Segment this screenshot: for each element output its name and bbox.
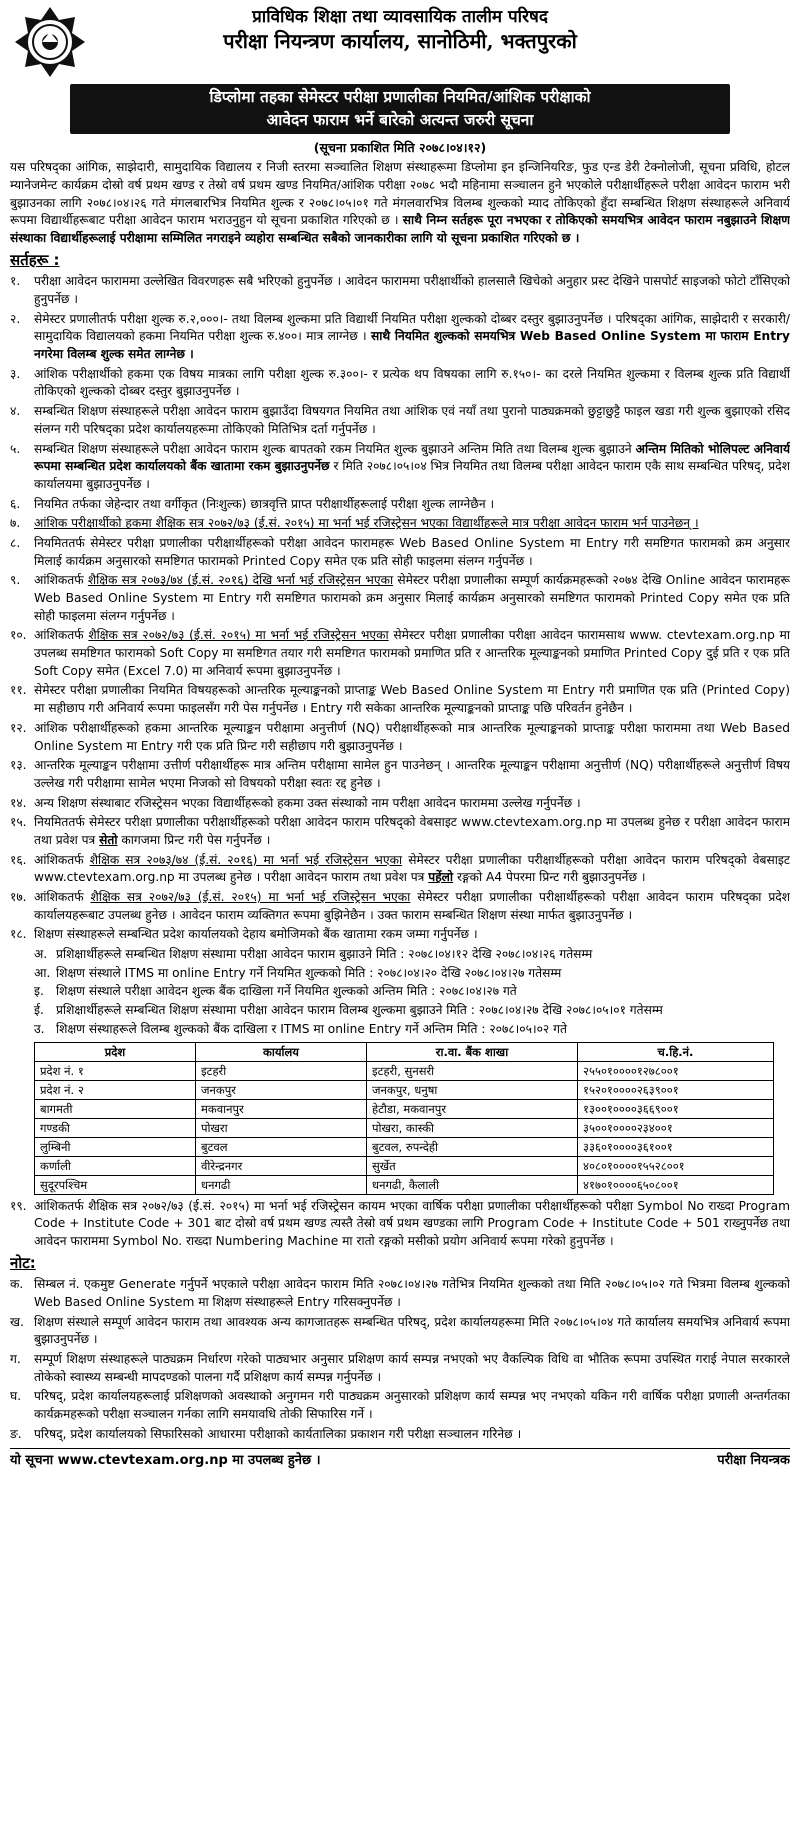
condition-text-part: नियमिततर्फ सेमेस्टर परीक्षा प्रणालीका परीक्षार्थीहरूको परीक्षा आवेदन फाराम परिषद्को वेबसाइट www.ctevtexam.org.np मा उपलब्ध हुनेछ र परीक्षा आवेदन फाराम तथा प्रवेश पत्र <box>34 815 790 847</box>
intro-bold-text: साथै निम्न सर्तहरू पूरा नभएका र तोकिएको समयभित्र आवेदन फाराम नबुझाउने शिक्षण संस्थाका विद्यार्थीहरूलाई परीक्षामा सम्मिलित नगराइने व्यहोरा सम्बन्धित सबैको जानकारीका लागि यो सूचना प्रकाशित गरिएको छ । <box>10 213 790 245</box>
condition-text-part: सेमेस्टर परीक्षा प्रणालीका परीक्षार्थीहरूको परीक्षा आवेदन फाराम परिषद्का प्रदेश कार्यालयहरूबाट उपलब्ध हुनेछ । आवेदन फाराम व्यक्तिगत रूपमा बुझिनेछैन । उक्त फाराम सम्बन्धित शिक्षण संस्था मार्फत बुझाउनुपर्नेछ । <box>34 890 790 922</box>
condition-text-part: आंशिकतर्फ <box>34 890 84 904</box>
deadline-item <box>34 1021 790 1039</box>
condition-text-part: सेमेस्टर परीक्षा प्रणालीका सम्पूर्ण कार्यक्रमहरूको २०७४ देखि Online आवेदन फारामहरू Web Based Online System मा Entry गरी समष्टिगत फारामको क्रम अनुसार मिलाई कार्यक्रम अनुसारको समष्टिगत फारामको Printed Copy समेत एक प्रति सोही फाइलमा संलग्न गर्नुपर्नेछ । <box>34 573 790 623</box>
condition-item <box>10 441 790 494</box>
deadline-text: प्रशिक्षार्थीहरूले सम्बन्धित शिक्षण संस्थामा परीक्षा आवेदन फाराम बुझाउने मिति : २०७८।०४।१२ देखि २०७८।०४।२६ गतेसम्म <box>56 947 593 962</box>
condition-number: १९. <box>10 1198 27 1213</box>
ctevt-logo-icon <box>14 6 86 78</box>
deadline-item <box>34 946 790 964</box>
deadline-item <box>34 983 790 1001</box>
condition-item <box>10 889 790 924</box>
table-row <box>35 1118 774 1137</box>
table-cell: ३५००१००००२३४००१ <box>578 1118 774 1137</box>
table-cell: प्रदेश नं. १ <box>35 1061 196 1080</box>
note-text: परिषद्, प्रदेश कार्यालयहरूलाई प्रशिक्षणको अवस्थाको अनुगमन गरी पाठ्यक्रम अनुसारको प्रशिक्षण कार्य सम्पन्न भए नभएको यकिन गरी वार्षिक परीक्षा प्रणाली अन्तर्गतका कार्यक्रमहरूको परीक्षा सञ्चालन गर्नका लागि समयावधि तोकी सिफारिस गर्ने । <box>34 1389 790 1422</box>
table-header-row <box>35 1042 774 1061</box>
note-label: ङ. <box>10 1426 22 1441</box>
condition-text-part: सेमेस्टर परीक्षा प्रणालीका परीक्षार्थीहरूको परीक्षा आवेदन फाराम परिषद्को वेबसाइट www.ctevtexam.org.np मा उपलब्ध हुनेछ । परीक्षा आवेदन फाराम तथा प्रवेश पत्र <box>34 852 790 885</box>
condition-underlined-part: शैक्षिक सत्र २०७३/७४ (ई.सं. २०१६) देखि भर्ना भई रजिस्ट्रेसन भएका <box>87 573 394 588</box>
condition-text: आंशिकतर्फ शैक्षिक सत्र २०७२/७३ (ई.सं. २०१५) मा भर्ना भई रजिस्ट्रेसन कायम भएका वार्षिक परीक्षा प्रणालीका परीक्षार्थीहरूको परीक्षा Symbol No राख्दा Program Code + Institute Code + 301 बाट दोस्रो वर्ष प्रथम खण्ड त्यस्तै तेस्रो वर्ष प्रथम खण्डका लागि Program Code + Institute Code + 501 राख्नुपर्नेछ तथा आवेदन फाराममा Symbol No. राख्दा Numbering Machine मा रातो रङ्गको मसीको प्रयोग अनिवार्य रूपमा गरेको हुनुपर्नेछ । <box>34 1198 790 1248</box>
condition-number: १३. <box>10 758 27 773</box>
deadline-label: इ. <box>34 984 44 999</box>
column-header: कार्यालय <box>196 1042 367 1061</box>
condition-item <box>10 273 790 308</box>
table-cell: १५२०१००००२६३९००१ <box>578 1080 774 1099</box>
table-row <box>35 1137 774 1156</box>
condition-bold-part: साथै नियमित शुल्कको समयभित्र Web Based Online System मा फाराम Entry नगरेमा विलम्ब शुल्क समेत लाग्नेछ । <box>34 329 790 362</box>
notice-title-banner <box>70 84 730 134</box>
note-item <box>10 1276 790 1311</box>
notice-footer <box>10 1448 790 1471</box>
table-row <box>35 1080 774 1099</box>
deadline-label: उ. <box>34 1021 45 1036</box>
table-cell: हेटौडा, मकवानपुर <box>367 1099 578 1118</box>
condition-item <box>10 627 790 680</box>
deadline-label: ई. <box>34 1003 44 1018</box>
table-cell: वीरेन्द्रनगर <box>196 1156 367 1175</box>
condition-text: परीक्षा आवेदन फाराममा उल्लेखित विवरणहरू सबै भरिएको हुनुपर्नेछ । आवेदन फाराममा परीक्षार्थीको हालसालै खिचेको अनुहार प्रस्ट देखिने पासपोर्ट साइजको फोटो टाँसिएको हुनुपर्नेछ । <box>34 274 790 306</box>
condition-number: ७. <box>10 516 21 531</box>
condition-item <box>10 814 790 849</box>
condition-number: ४. <box>10 404 21 419</box>
condition-bold-part: अन्तिम मितिको भोलिपल्ट अनिवार्य रूपमा सम्बन्धित प्रदेश कार्यालयको बैंक खातामा रकम बुझाउनुपर्नेछ <box>34 441 790 474</box>
condition-text-part: र मिति २०७८।०५।०४ भित्र नियमित तथा विलम्ब परीक्षा आवेदन फाराम एकै साथ सम्बन्धित परिषद्, प्रदेश कार्यालयमा बुझाउनुपर्नेछ । <box>34 459 790 491</box>
org-name: प्राविधिक शिक्षा तथा व्यावसायिक तालीम परिषद <box>252 7 548 27</box>
deadline-text: शिक्षण संस्थाले ITMS मा online Entry गर्ने नियमित शुल्कको मिति : २०७८।०४।२० देखि २०७८।०४।२७ गतेसम्म <box>56 965 562 980</box>
table-cell: जनकपुर <box>196 1080 367 1099</box>
condition-item <box>10 535 790 570</box>
table-row <box>35 1061 774 1080</box>
condition-text <box>34 572 790 625</box>
table-cell: कर्णाली <box>35 1156 196 1175</box>
notice-page <box>10 6 790 1809</box>
condition-number: ३. <box>10 366 21 381</box>
intro-paragraph <box>10 159 790 247</box>
condition-text <box>34 889 790 924</box>
condition-text-part: रङ्गको A4 पेपरमा प्रिन्ट गरी बुझाउनुपर्नेछ । <box>456 870 646 885</box>
table-cell: ४०८०१००००१५५२८००१ <box>578 1156 774 1175</box>
condition-item <box>10 572 790 625</box>
condition-text-part: आंशिकतर्फ <box>34 628 84 643</box>
condition-text: सेमेस्टर परीक्षा प्रणालीका नियमित विषयहरूको आन्तरिक मूल्याङ्कनको प्राप्ताङ्क Web Based Online System मा Entry गरी प्रमाणित एक प्रति (Printed Copy) मा सहीछाप गरी अनिवार्य रूपमा फाइलसँग गरी पेस गर्नुपर्नेछ । Entry गरी सकेका आन्तरिक मूल्याङ्कनको प्राप्ताङ्क पछि परिवर्तन हुनेछैन । <box>34 683 790 716</box>
column-header: प्रदेश <box>35 1042 196 1061</box>
deadline-item <box>34 1002 790 1020</box>
condition-number: ५. <box>10 441 21 456</box>
table-cell: धनगढी, कैलाली <box>367 1175 578 1194</box>
condition-text <box>34 627 790 680</box>
table-cell: बुटवल, रुपन्देही <box>367 1137 578 1156</box>
note-label: ग. <box>10 1352 21 1367</box>
note-item <box>10 1314 790 1349</box>
note-item <box>10 1351 790 1386</box>
note-text: सिम्बल नं. एकमुष्ट Generate गर्नुपर्ने भएकाले परीक्षा आवेदन फाराम मिति २०७८।०४।२७ गतेभित्र नियमित शुल्कको तथा मिति २०७८।०५।०२ गते भित्रमा विलम्ब शुल्कको Web Based Online System मा शिक्षण संस्थाहरूले Entry गरिसक्नुपर्नेछ । <box>34 1277 790 1309</box>
condition-text: शिक्षण संस्थाहरूले सम्बन्धित प्रदेश कार्यालयको देहाय बमोजिमको बैंक खातामा रकम जम्मा गर्नुपर्नेछ । <box>34 927 478 942</box>
note-label: ख. <box>10 1314 24 1329</box>
condition-item <box>10 403 790 438</box>
table-cell: बागमती <box>35 1099 196 1118</box>
condition-item <box>10 926 790 944</box>
table-cell: ३३६०१००००३६१००१ <box>578 1137 774 1156</box>
condition-underlined-part: शैक्षिक सत्र २०७२/७३ (ई.सं. २०१५) मा भर्ना भई रजिस्ट्रेसन भएका <box>90 890 411 904</box>
publish-date: (सूचना प्रकाशित मिति २०७८।०४।१२) <box>313 140 487 155</box>
table-cell: गण्डकी <box>35 1118 196 1137</box>
table-cell: धनगढी <box>196 1175 367 1194</box>
table-cell: पोखरा, कास्की <box>367 1118 578 1137</box>
note-text: शिक्षण संस्थाले सम्पूर्ण आवेदन फाराम तथा आवश्यक अन्य कागजातहरू सम्बन्धित परिषद्, प्रदेश कार्यालयहरूमा मिति २०७८।०५।०४ गते कार्यालय समयभित्र अनिवार्य रूपमा बुझाउनुपर्नेछ । <box>34 1314 790 1347</box>
condition-text-part: सेमेस्टर प्रणालीतर्फ परीक्षा शुल्क रु.२,०००।- तथा विलम्ब शुल्कमा प्रति विद्यार्थी नियमित परीक्षा शुल्कको दोब्बर दस्तुर बुझाउनुपर्नेछ । परिषद्का आंगिक, साझेदारी र सरकारी/सामुदायिक विद्यालयको हकमा नियमित परीक्षा शुल्क रु.४००। मात्र लाग्नेछ । <box>34 311 790 344</box>
condition-text: अन्य शिक्षण संस्थाबाट रजिस्ट्रेसन भएका विद्यार्थीहरूको हकमा उक्त संस्थाको नाम परीक्षा आवेदन फाराममा उल्लेख गर्नुपर्नेछ । <box>34 795 581 810</box>
condition-number: ८. <box>10 535 21 550</box>
bank-account-table <box>34 1042 774 1195</box>
condition-underlined-part: आंशिक परीक्षार्थीको हकमा शैक्षिक सत्र २०७२/७३ (ई.सं. २०१५) मा भर्ना भई रजिस्ट्रेसन भएका विद्यार्थीहरूले मात्र परीक्षा आवेदन फाराम भर्न पाउनेछन् । <box>34 516 699 531</box>
condition-item <box>10 366 790 401</box>
table-cell: बुटवल <box>196 1137 367 1156</box>
office-name: परीक्षा नियन्त्रण कार्यालय, सानोठिमी, भक्तपुरको <box>223 29 577 53</box>
condition-underlined-part: शैक्षिक सत्र २०७२/७३ (ई.सं. २०१५) मा भर्ना भई रजिस्ट्रेसन भएका <box>88 628 389 643</box>
table-cell: सुर्खेत <box>367 1156 578 1175</box>
condition-item <box>10 682 790 717</box>
signatory: परीक्षा नियन्त्रक <box>717 1452 790 1468</box>
condition-text-part: आंशिकतर्फ <box>34 573 84 588</box>
condition-text-part: कागजमा प्रिन्ट गरी पेस गर्नुपर्नेछ । <box>121 832 271 847</box>
table-cell: जनकपुर, धनुषा <box>367 1080 578 1099</box>
deadline-list <box>10 946 790 1038</box>
note-text: सम्पूर्ण शिक्षण संस्थाहरूले पाठ्यक्रम निर्धारण गरेको पाठ्यभार अनुसार प्रशिक्षण कार्य सम्पन्न नभएको भए वैकल्पिक विधि वा भौतिक रूपमा उपस्थित गराई नेपाल सरकारले तोकेको स्वास्थ्य सम्बन्धी मापदण्डको पालना गर्दै प्रशिक्षण कार्य सम्पन्न गर्नुपर्नेछ । <box>34 1352 790 1384</box>
condition-item <box>10 757 790 792</box>
deadline-text: शिक्षण संस्थाहरूले विलम्ब शुल्कको बैंक दाखिला र ITMS मा online Entry गर्ने अन्तिम मिति : २०७८।०५।०२ गते <box>56 1021 567 1036</box>
condition-number: १७. <box>10 890 27 904</box>
condition-text <box>34 515 790 533</box>
notice-header <box>10 6 790 84</box>
condition-bold-part: सेतो <box>99 832 118 847</box>
column-header: च.हि.नं. <box>578 1042 774 1061</box>
table-cell: प्रदेश नं. २ <box>35 1080 196 1099</box>
condition-item <box>10 795 790 813</box>
condition-text-part: सम्बन्धित शिक्षण संस्थाहरूले परीक्षा आवेदन फाराम शुल्क बापतको रकम नियमित शुल्क बुझाउने अन्तिम मिति तथा विलम्ब शुल्क बुझाउने <box>34 441 632 456</box>
deadline-item <box>34 965 790 983</box>
condition-number: ९. <box>10 573 21 588</box>
condition-bold-part: पहेंलो <box>428 870 454 885</box>
condition-item <box>10 311 790 364</box>
website-note: यो सूचना www.ctevtexam.org.np मा उपलब्ध हुनेछ । <box>10 1452 321 1468</box>
condition-item <box>10 515 790 533</box>
condition-number: १०. <box>10 628 27 643</box>
condition-number: १२. <box>10 720 27 735</box>
condition-number: १. <box>10 274 21 289</box>
condition-item <box>10 496 790 514</box>
table-cell: इटहरी <box>196 1061 367 1080</box>
note-label: क. <box>10 1277 24 1292</box>
intro-text: यस परिषद्का आंगिक, साझेदारी, सामुदायिक विद्यालय र निजी स्तरमा सञ्चालित शिक्षण संस्थाहरूमा डिप्लोमा इन इन्जिनियरिङ, फुड एन्ड डेरी टेक्नोलोजी, सूचना प्रविधि, होटल म्यानेजमेन्ट कार्यक्रम दोस्रो वर्ष प्रथम खण्ड र तेस्रो वर्ष प्रथम खण्ड नियमित/आंशिक परीक्षा २०७८ भदौ महिनामा सञ्चालन हुने भएकोले परीक्षार्थीहरूले परीक्षा आवेदन फाराम भरी बुझाउनका लागि २०७८।०४।२६ गते मंगलबारभित्र नियमित शुल्क र २०७८।०५।०१ गते मंगलवारभित्र विलम्ब शुल्कको म्याद तोकिएको हुँदा सम्बन्धित शिक्षण संस्थाहरूले अनिवार्य रूपमा विद्यार्थीहरूबाट परीक्षा आवेदन फाराम भराउनुहुन यो सूचना प्रकाशित गरिएको छ । <box>10 160 790 228</box>
table-row <box>35 1175 774 1194</box>
table-row <box>35 1099 774 1118</box>
condition-item <box>10 1198 790 1251</box>
table-cell: इटहरी, सुनसरी <box>367 1061 578 1080</box>
table-cell: ४१७०१००००६५०८००१ <box>578 1175 774 1194</box>
condition-item <box>10 720 790 755</box>
condition-text-part: आंशिकतर्फ <box>34 852 84 867</box>
condition-text <box>34 441 790 494</box>
condition-text: नियमिततर्फ सेमेस्टर परीक्षा प्रणालीका परीक्षार्थीहरूको परीक्षा आवेदन फारामहरू Web Based Online System मा Entry गरी समष्टिगत फारामको क्रम अनुसार मिलाई कार्यक्रम अनुसारको समष्टिगत फारामको Printed Copy समेत एक प्रति सोही फाइलमा संलग्न गर्नुपर्नेछ । <box>34 535 790 568</box>
condition-number: १४. <box>10 795 27 810</box>
condition-text: सम्बन्धित शिक्षण संस्थाहरूले परीक्षा आवेदन फाराम बुझाउँदा विषयगत नियमित तथा आंशिक एवं नयाँ तथा पुरानो पाठ्यक्रमको छुट्टाछुट्टै फाइल खडा गरी शुल्क बुझाएको रसिद संलग्न गरी परिषद्का प्रदेश कार्यालयहरूमा तोकिएको मितिभित्र दर्ता गर्नुपर्नेछ । <box>34 404 790 436</box>
condition-number: २. <box>10 311 21 326</box>
condition-number: १५. <box>10 815 27 830</box>
condition-item <box>10 852 790 887</box>
table-cell: लुम्बिनी <box>35 1137 196 1156</box>
condition-text: आन्तरिक मूल्याङ्कन परीक्षामा उत्तीर्ण परीक्षार्थीहरू मात्र अन्तिम परीक्षामा सामेल हुन पाउनेछन् । आन्तरिक मूल्याङ्कन परीक्षामा अनुत्तीर्ण (NQ) परीक्षार्थीहरूले अनुत्तीर्ण विषय उल्लेख गरी परीक्षामा सामेल भएमा निजको सो विषयको परीक्षा स्वतः रद्द हुनेछ । <box>34 758 790 790</box>
deadline-label: अ. <box>34 947 48 962</box>
banner-line-1: डिप्लोमा तहका सेमेस्टर परीक्षा प्रणालीका नियमित/आंशिक परीक्षाको <box>209 88 591 106</box>
banner-line-2: आवेदन फाराम भर्ने बारेको अत्यन्त जरुरी सूचना <box>266 111 534 129</box>
conditions-heading: सर्तहरू : <box>10 250 60 269</box>
column-header: रा.वा. बैंक शाखा <box>367 1042 578 1061</box>
condition-text: आंशिक परीक्षार्थीको हकमा एक विषय मात्रका लागि परीक्षा शुल्क रु.३००।- र प्रत्येक थप विषयका लागि रु.१५०।- का दरले नियमित शुल्कमा र विलम्ब शुल्क प्रति विद्यार्थी तोकिएको शुल्कको दोब्बर दस्तुर बुझाउनुपर्नेछ । <box>34 366 790 399</box>
deadline-text: प्रशिक्षार्थीहरूले सम्बन्धित शिक्षण संस्थामा परीक्षा आवेदन फाराम विलम्ब शुल्कमा बुझाउने मिति : २०७८।०४।२७ देखि २०७८।०५।०१ गतेसम्म <box>56 1003 663 1018</box>
condition-number: १८. <box>10 927 27 942</box>
notes-list <box>10 1276 790 1443</box>
condition-underlined-part: शैक्षिक सत्र २०७३/७४ (ई.सं. २०१६) मा भर्ना भई रजिस्ट्रेसन भएका <box>89 852 403 867</box>
condition-number: ११. <box>10 683 27 698</box>
table-cell: सुदूरपश्चिम <box>35 1175 196 1194</box>
note-item <box>10 1388 790 1423</box>
table-row <box>35 1156 774 1175</box>
deadline-label: आ. <box>34 965 51 980</box>
condition-text <box>34 852 790 887</box>
condition-text: नियमित तर्फका जेहेन्दार तथा वर्गीकृत (निःशुल्क) छात्रवृत्ति प्राप्त परीक्षार्थीहरूलाई परीक्षा शुल्क लाग्नेछैन । <box>34 496 495 511</box>
deadline-text: शिक्षण संस्थाले परीक्षा आवेदन शुल्क बैंक दाखिला गर्ने नियमित शुल्कको अन्तिम मिति : २०७८।०४।२७ गते <box>56 984 517 999</box>
condition-number: १६. <box>10 852 27 867</box>
condition-text-part: सेमेस्टर परीक्षा प्रणालीका परीक्षा आवेदन फारामसाथ www. ctevtexam.org.np मा उपलब्ध समष्टिगत फारामको Soft Copy मा समष्टिगत तयार गरी समष्टिगत फारामको प्रमाणित प्रति र आन्तरिक मूल्याङ्कनको प्रमाणित Printed Copy दुई प्रति र एक प्रति Soft Copy समेत (Excel 7.0) मा अनिवार्य रूपमा बुझाउनुपर्नेछ । <box>34 628 790 678</box>
note-item <box>10 1426 790 1444</box>
notes-heading: नोट: <box>10 1253 36 1272</box>
condition-text <box>34 311 790 364</box>
table-cell: २५५०१००००१२७८००१ <box>578 1061 774 1080</box>
condition-text <box>34 814 790 849</box>
note-label: घ. <box>10 1389 22 1404</box>
note-text: परिषद्, प्रदेश कार्यालयको सिफारिसको आधारमा परीक्षाको कार्यतालिका प्रकाशन गरी परीक्षा सञ्चालन गरिनेछ । <box>34 1426 522 1441</box>
table-cell: १३००१००००३६६९००१ <box>578 1099 774 1118</box>
condition-text: आंशिक परीक्षार्थीहरूको हकमा आन्तरिक मूल्याङ्कन परीक्षामा अनुत्तीर्ण (NQ) परीक्षार्थीहरूको मात्र आन्तरिक मूल्याङ्कनको प्राप्ताङ्क परीक्षा फाराममा तथा Web Based Online System मा Entry गरी एक प्रति प्रिन्ट गरी सहीछाप गरी बुझाउनुपर्नेछ । <box>34 720 790 753</box>
condition-number: ६. <box>10 496 21 511</box>
table-cell: मकवानपुर <box>196 1099 367 1118</box>
table-cell: पोखरा <box>196 1118 367 1137</box>
